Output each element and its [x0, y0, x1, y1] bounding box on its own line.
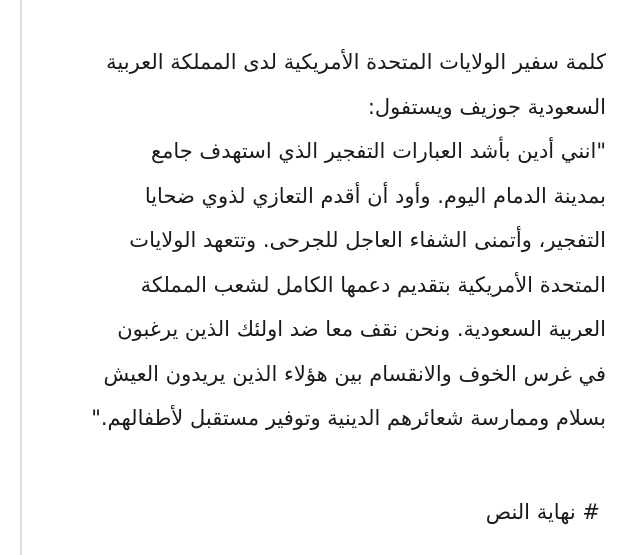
text-line-8: في غرس الخوف والانقسام بين هؤلاء الذين يريدون العيش: [103, 361, 606, 386]
end-of-text-tag: # نهاية النص: [485, 500, 600, 524]
text-line-9: بسلام وممارسة شعائرهم الدينية وتوفير مستقبل لأطفالهم.": [91, 406, 606, 430]
text-line-2: السعودية جوزيف ويستفول:: [367, 94, 606, 119]
text-line-3: "انني أدين بأشد العبارات التفجير الذي استهدف جامع: [150, 139, 606, 163]
statement-text: [60, 40, 606, 441]
text-line-5: التفجير، وأتمنى الشفاء العاجل للجرحى. وتتعهد الولايات: [129, 228, 606, 252]
text-line-1: كلمة سفير الولايات المتحدة الأمريكية لدى المملكة العربية: [106, 50, 606, 74]
text-line-6: المتحدة الأمريكية بتقديم دعمها الكامل لشعب المملكة: [140, 272, 606, 297]
text-line-7: العربية السعودية. ونحن نقف معا ضد اولئك الذين يرغبون: [117, 317, 606, 341]
text-line-4: بمدينة الدمام اليوم. وأود أن أقدم التعازي لذوي ضحايا: [144, 183, 606, 208]
left-border: [20, 0, 22, 555]
